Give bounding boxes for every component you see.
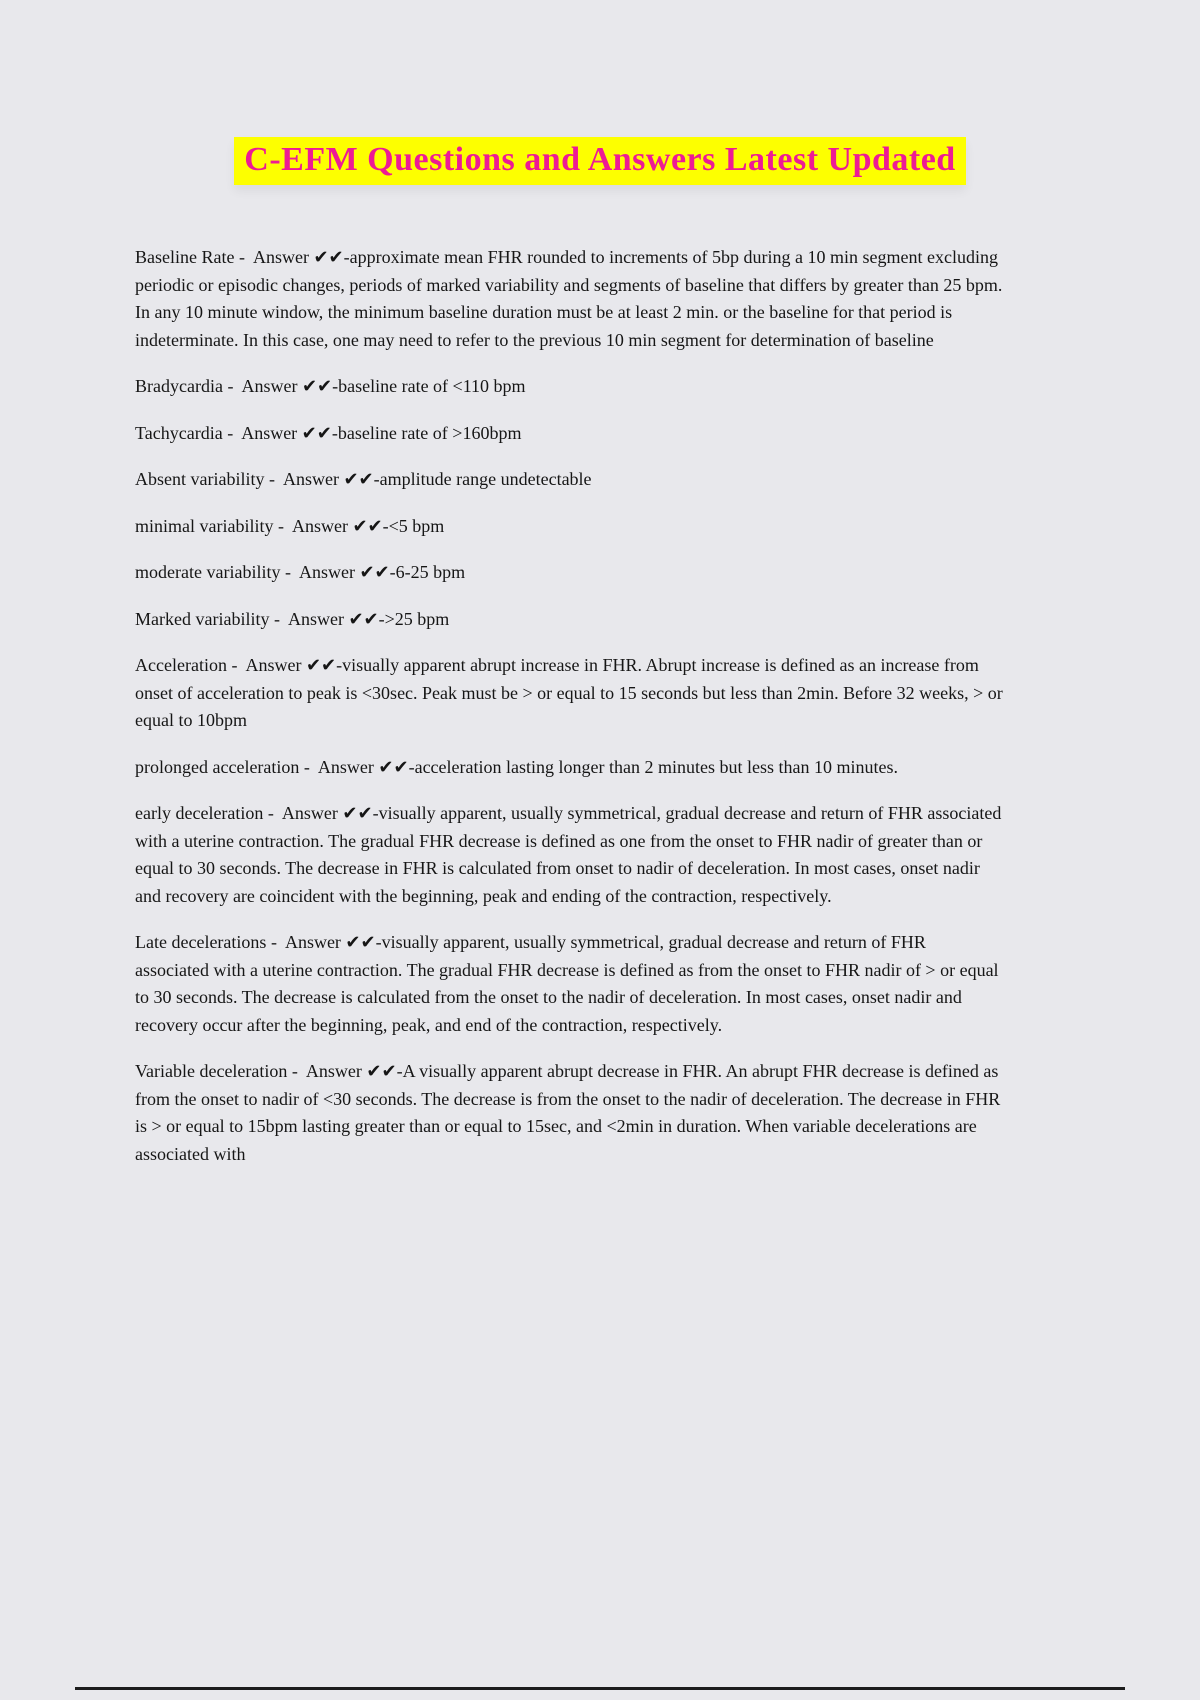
qa-item <box>135 466 1003 494</box>
answer-connector: - Answer ✔✔- <box>222 422 338 443</box>
title-container <box>0 137 1200 185</box>
qa-item <box>135 800 1003 910</box>
answer-connector: - Answer ✔✔- <box>234 247 350 267</box>
term-text: Late decelerations <box>135 932 267 952</box>
term-text: Baseline Rate <box>135 247 235 267</box>
definition-text: acceleration lasting longer than 2 minutes but less than 10 minutes. <box>414 756 898 777</box>
qa-item <box>135 420 1003 448</box>
answer-connector: - Answer ✔✔- <box>226 655 343 675</box>
answer-connector: - Answer ✔✔- <box>280 562 396 582</box>
definition-text: visually apparent, usually symmetrical, gradual decrease and return of FHR associated with a uterine contraction. The gradual FHR decrease is defined as one from the onset to FHR nadir of greater than or equal to 30 seconds. The decrease in FHR is calculated from onset to nadir of deceleration. In most cases, onset nadir and recovery are coincident with the beginning, peak and ending of the contraction, respectively. <box>135 803 1002 906</box>
answer-connector: - Answer ✔✔- <box>266 932 382 952</box>
definition-text: visually apparent abrupt increase in FHR. Abrupt increase is defined as an increase from onset of acceleration to peak is <30sec. Peak must be > or equal to 15 seconds but less than 2min. Before 32 weeks, > or equal to 10bpm <box>135 655 1003 730</box>
answer-connector: - Answer ✔✔- <box>264 469 380 489</box>
definition-text: approximate mean FHR rounded to increments of 5bp during a 10 min segment excluding periodic or episodic changes, periods of marked variability and segments of baseline that differs by greater than 25 bpm. In any 10 minute window, the minimum baseline duration must be at least 2 min. or the baseline for that period is indeterminate. In this case, one may need to refer to the previous 10 min segment for determination of baseline <box>135 247 1003 350</box>
answer-connector: - Answer ✔✔- <box>269 608 385 629</box>
definition-text: >25 bpm <box>384 608 450 629</box>
definition-text: <5 bpm <box>388 515 445 536</box>
definition-text: baseline rate of <110 bpm <box>338 376 526 396</box>
term-text: Absent variability <box>135 469 265 489</box>
term-text: minimal variability <box>135 515 274 536</box>
term-text: Bradycardia <box>135 376 223 396</box>
term-text: Tachycardia <box>135 422 223 443</box>
qa-item <box>135 1058 1003 1168</box>
qa-item <box>135 754 1003 782</box>
qa-item <box>135 513 1003 541</box>
qa-item <box>135 606 1003 634</box>
answer-connector: - Answer ✔✔- <box>263 803 379 823</box>
page-title: C-EFM Questions and Answers Latest Updated <box>234 137 965 185</box>
answer-connector: - Answer ✔✔- <box>222 376 339 396</box>
qa-item <box>135 559 1003 587</box>
qa-item <box>135 652 1003 735</box>
definition-text: A visually apparent abrupt decrease in FHR. An abrupt FHR decrease is defined as from the onset to nadir of <30 seconds. The decrease is from the onset to the nadir of deceleration. The decrease in FHR is > or equal to 15bpm lasting greater than or equal to 15sec, and <2min in duration. When variable decelerations are associated with <box>135 1061 1001 1164</box>
term-text: Variable deceleration <box>135 1061 288 1081</box>
answer-connector: - Answer ✔✔- <box>287 1061 403 1081</box>
term-text: prolonged acceleration <box>135 756 300 777</box>
bottom-rule <box>75 1687 1125 1690</box>
document-body <box>135 244 1003 1187</box>
qa-item <box>135 244 1003 354</box>
qa-item <box>135 373 1003 401</box>
definition-text: amplitude range undetectable <box>379 469 592 489</box>
qa-item <box>135 929 1003 1039</box>
term-text: early deceleration <box>135 803 264 823</box>
definition-text: baseline rate of >160bpm <box>337 422 522 443</box>
definition-text: visually apparent, usually symmetrical, gradual decrease and return of FHR associated with a uterine contraction. The gradual FHR decrease is defined as from the onset to FHR nadir of > or equal to 30 seconds. The decrease is calculated from the onset to the nadir of deceleration. In most cases, onset nadir and recovery occur after the beginning, peak, and end of the contraction, respectively. <box>135 932 999 1035</box>
answer-connector: - Answer ✔✔- <box>273 515 389 536</box>
answer-connector: - Answer ✔✔- <box>299 756 415 777</box>
term-text: moderate variability <box>135 562 281 582</box>
definition-text: 6-25 bpm <box>395 562 466 582</box>
term-text: Acceleration <box>135 655 227 675</box>
term-text: Marked variability <box>135 608 270 629</box>
